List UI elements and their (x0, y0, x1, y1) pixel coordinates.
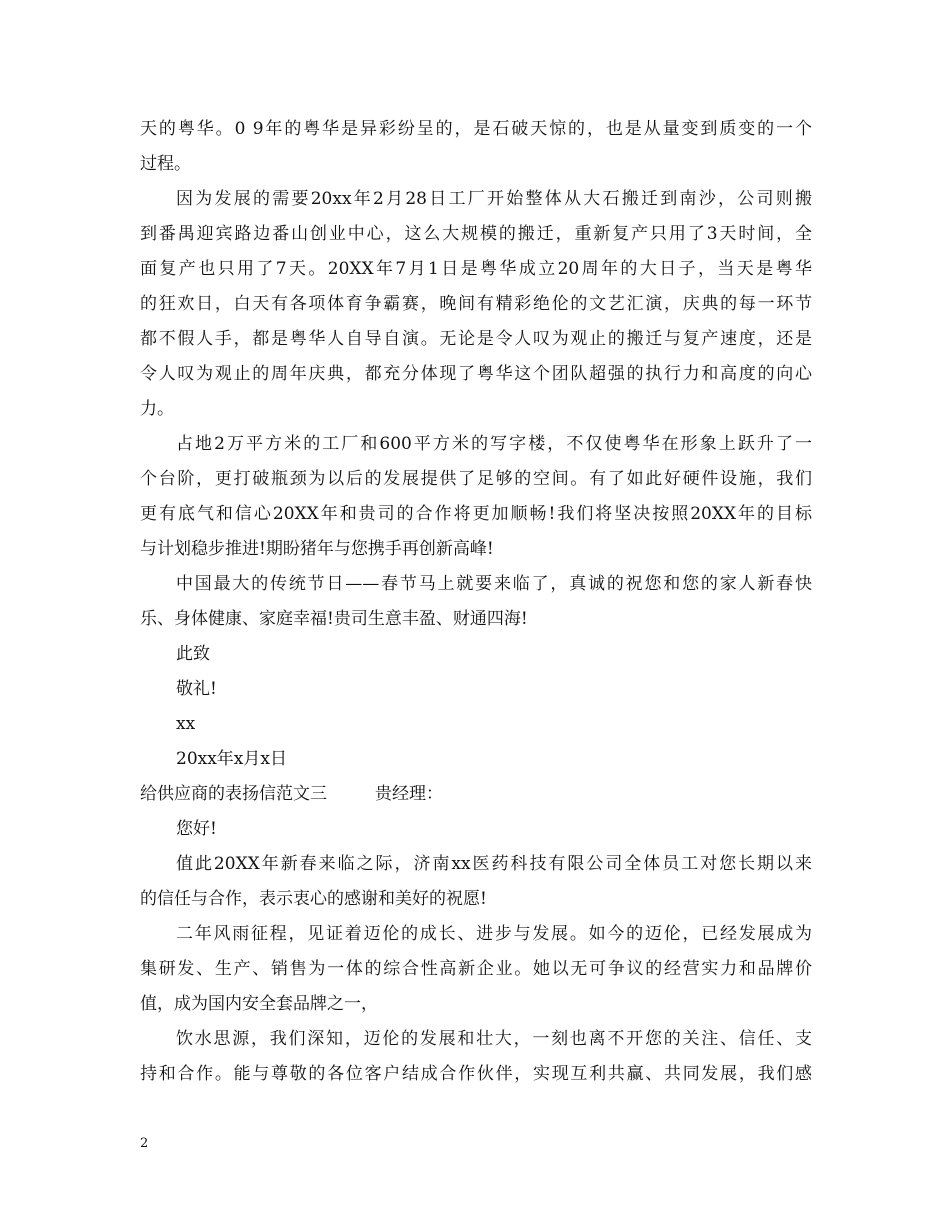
body-line: 面复产也只用了7天。20XX年7月1日是粤华成立20周年的大日子，当天是粤华 (140, 259, 812, 279)
body-line: 乐、身体健康、家庭幸福!贵司生意丰盈、财通四海! (140, 609, 528, 629)
closing-salutation: 此致 (176, 644, 210, 664)
section-heading: 给供应商的表扬信范文三 (140, 784, 327, 804)
body-line: 更有底气和信心20XX年和贵司的合作将更加顺畅!我们将坚决按照20XX年的目标 (140, 504, 812, 524)
paragraph-first-line: 饮水思源，我们深知，迈伦的发展和壮大，一刻也离不开您的关注、信任、支 (176, 1029, 812, 1049)
body-line: 令人叹为观止的周年庆典，都充分体现了粤华这个团队超强的执行力和高度的向心 (140, 364, 812, 384)
body-line: 的狂欢日，白天有各项体育争霸赛，晚间有精彩绝伦的文艺汇演，庆典的每一环节 (140, 294, 812, 314)
body-line: 与计划稳步推进!期盼猪年与您携手再创新高峰! (140, 539, 494, 559)
recipient-greeting: 贵经理： (375, 784, 443, 804)
paragraph-first-line: 值此20XX年新春来临之际，济南xx医药科技有限公司全体员工对您长期以来 (176, 854, 812, 874)
paragraph-first-line: 中国最大的传统节日——春节马上就要来临了，真诚的祝您和您的家人新春快 (176, 574, 812, 594)
closing-salutation: 敬礼! (176, 679, 217, 699)
page-number: 2 (140, 1136, 149, 1151)
signature-name: xx (176, 714, 196, 734)
body-line: 持和合作。能与尊敬的各位客户结成合作伙伴，实现互利共赢、共同发展，我们感 (140, 1064, 812, 1084)
body-line: 到番禺迎宾路边番山创业中心，这么大规模的搬迁，重新复产只用了3天时间，全 (140, 224, 812, 244)
paragraph-first-line: 占地2万平方米的工厂和600平方米的写字楼，不仅使粤华在形象上跃升了一 (176, 434, 812, 454)
body-line: 值，成为国内安全套品牌之一， (140, 994, 378, 1014)
body-line: 都不假人手，都是粤华人自导自演。无论是令人叹为观止的搬迁与复产速度，还是 (140, 329, 812, 349)
body-line: 个台阶，更打破瓶颈为以后的发展提供了足够的空间。有了如此好硬件设施，我们 (140, 469, 812, 489)
body-line: 集研发、生产、销售为一体的综合性高新企业。她以无可争议的经营实力和品牌价 (140, 959, 812, 979)
greeting: 您好! (176, 819, 217, 839)
body-line: 的信任与合作，表示衷心的感谢和美好的祝愿! (140, 889, 487, 909)
signature-date: 20xx年x月x日 (176, 749, 287, 769)
body-line: 过程。 (140, 154, 191, 174)
paragraph-first-line: 因为发展的需要20xx年2月28日工厂开始整体从大石搬迁到南沙，公司则搬 (176, 189, 812, 209)
paragraph-first-line: 二年风雨征程，见证着迈伦的成长、进步与发展。如今的迈伦，已经发展成为 (176, 924, 812, 944)
section-heading-line (140, 777, 443, 811)
body-line: 力。 (140, 399, 174, 419)
body-line: 天的粤华。0 9年的粤华是异彩纷呈的，是石破天惊的，也是从量变到质变的一个 (140, 119, 812, 139)
